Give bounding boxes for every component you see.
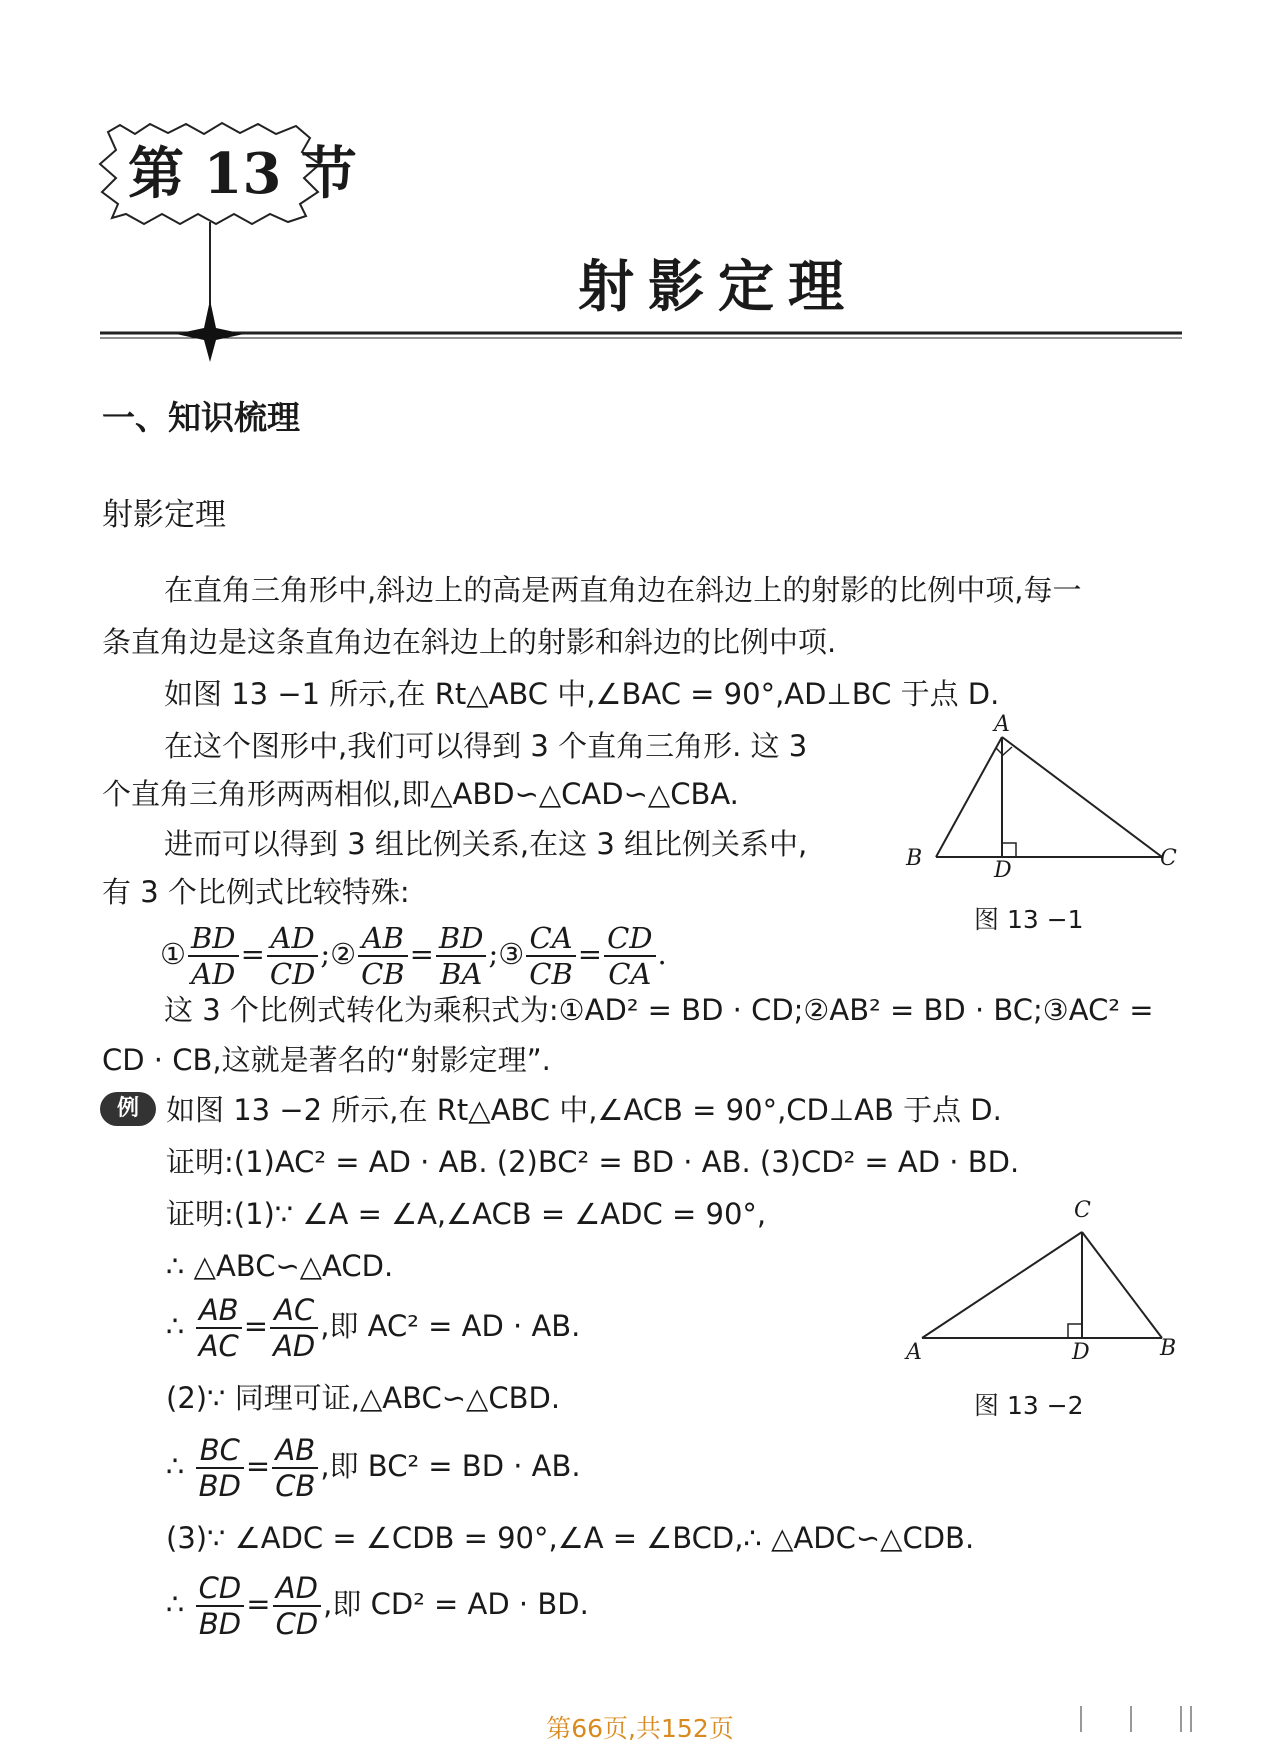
fraction: $\frac{CD}{CA}$ (604, 921, 655, 991)
chapter-title: 射影定理 (578, 255, 858, 320)
right-angle-mark-D (1068, 1324, 1082, 1338)
proof-line-3: ∴ $\frac{AB}{AC}$ = $\frac{AC}{AD}$ ,即 AC² = AD · AB. (166, 1293, 581, 1363)
paragraph-figure-intro: 如图 13 −1 所示,在 Rt△ABC 中,∠BAC = 90°,AD⊥BC 于点 D. (164, 677, 1000, 711)
fig1-label-a: A (994, 712, 1010, 737)
fraction: $\frac{AB}{AC}$ (196, 1293, 242, 1363)
fraction: $\frac{CD}{BD}$ (196, 1571, 245, 1641)
example-badge: 例 (100, 1092, 156, 1126)
right-angle-mark-D (1002, 843, 1016, 857)
figure-13-1-caption: 图 13 −1 (974, 905, 1084, 934)
side-AC (922, 1232, 1082, 1338)
paragraph-ratios-line-2: 有 3 个比例式比较特殊: (102, 875, 410, 909)
side-AC (1002, 737, 1162, 857)
paragraph-products-line-1: 这 3 个比例式转化为乘积式为:①AD² = BD · CD;②AB² = BD · BC;③AC² = (164, 993, 1154, 1027)
fraction: $\frac{BC}{BD}$ (196, 1433, 244, 1503)
paragraph-triangles-line-1: 在这个图形中,我们可以得到 3 个直角三角形. 这 3 (164, 729, 808, 763)
fig1-label-b: B (906, 846, 923, 871)
section-badge: 第 13 节 (128, 141, 357, 207)
heading-projection-theorem: 射影定理 (102, 497, 226, 533)
scroll-marks (1060, 1700, 1260, 1740)
figure-13-2-caption: 图 13 −2 (974, 1391, 1084, 1420)
marker-2: ② (330, 937, 357, 971)
scroll-mark (1180, 1706, 1182, 1732)
right-angle-mark-A (996, 747, 1012, 755)
fig2-label-c: C (1074, 1198, 1091, 1223)
fraction: $\frac{AD}{CD}$ (273, 1571, 322, 1641)
fig2-label-a: A (906, 1340, 922, 1365)
paragraph-definition-line-1: 在直角三角形中,斜边上的高是两直角边在斜边上的射影的比例中项,每一 (164, 573, 1082, 607)
figure-13-1 (900, 715, 1200, 885)
marker-1: ① (160, 937, 186, 971)
fraction: $\frac{BD}{BA}$ (436, 921, 487, 991)
fig1-label-d: D (994, 858, 1012, 883)
heading-knowledge-review: 一、知识梳理 (102, 398, 300, 437)
figure-13-2 (900, 1210, 1200, 1360)
paragraph-products-line-2: CD · CB,这就是著名的“射影定理”. (102, 1043, 551, 1077)
fraction: $\frac{AB}{CB}$ (358, 921, 408, 991)
proof-line-1: 证明:(1)∵ ∠A = ∠A,∠ACB = ∠ADC = 90°, (166, 1197, 767, 1231)
scroll-mark (1080, 1706, 1082, 1732)
scroll-mark (1130, 1706, 1132, 1732)
proof-line-2: ∴ △ABC∽△ACD. (166, 1249, 394, 1283)
fraction: $\frac{AD}{CD}$ (267, 921, 318, 991)
proof-line-5: ∴ $\frac{BC}{BD}$ = $\frac{AB}{CB}$ ,即 BC² = BD · AB. (166, 1433, 581, 1503)
example-prove: 证明:(1)AC² = AD · AB. (2)BC² = BD · AB. (3)CD² = AD · BD. (166, 1145, 1020, 1179)
side-AB (936, 737, 1002, 857)
scroll-mark (1190, 1706, 1192, 1732)
page-indicator: 第66页,共152页 (546, 1714, 734, 1743)
ratio-formulas: ① $\frac{BD}{AD}$ = $\frac{AD}{CD}$ ;② $\frac{AB}{CB}$ = $\frac{BD}{BA}$ ;③ $\frac{CA}{CB}$ = $\frac{CD}{CA}$ . (160, 921, 667, 991)
fraction: $\frac{AC}{AD}$ (270, 1293, 318, 1363)
proof-line-4: (2)∵ 同理可证,△ABC∽△CBD. (166, 1381, 561, 1415)
fraction: $\frac{AB}{CB}$ (272, 1433, 318, 1503)
fraction: $\frac{CA}{CB}$ (526, 921, 576, 991)
example-statement: 如图 13 −2 所示,在 Rt△ABC 中,∠ACB = 90°,CD⊥AB 于点 D. (166, 1093, 1002, 1127)
paragraph-definition-line-2: 条直角边是这条直角边在斜边上的射影和斜边的比例中项. (102, 625, 837, 659)
fig1-label-c: C (1160, 846, 1177, 871)
fraction: $\frac{BD}{AD}$ (188, 921, 239, 991)
proof-line-7: ∴ $\frac{CD}{BD}$ = $\frac{AD}{CD}$ ,即 CD² = AD · BD. (166, 1571, 589, 1641)
proof-line-6: (3)∵ ∠ADC = ∠CDB = 90°,∠A = ∠BCD,∴ △ADC∽△CDB. (166, 1521, 975, 1555)
fig2-label-d: D (1072, 1340, 1090, 1365)
marker-3: ③ (498, 937, 525, 971)
fig2-label-b: B (1160, 1336, 1177, 1361)
paragraph-ratios-line-1: 进而可以得到 3 组比例关系,在这 3 组比例关系中, (164, 827, 808, 861)
side-CB (1082, 1232, 1162, 1338)
paragraph-triangles-line-2: 个直角三角形两两相似,即△ABD∽△CAD∽△CBA. (102, 777, 739, 811)
